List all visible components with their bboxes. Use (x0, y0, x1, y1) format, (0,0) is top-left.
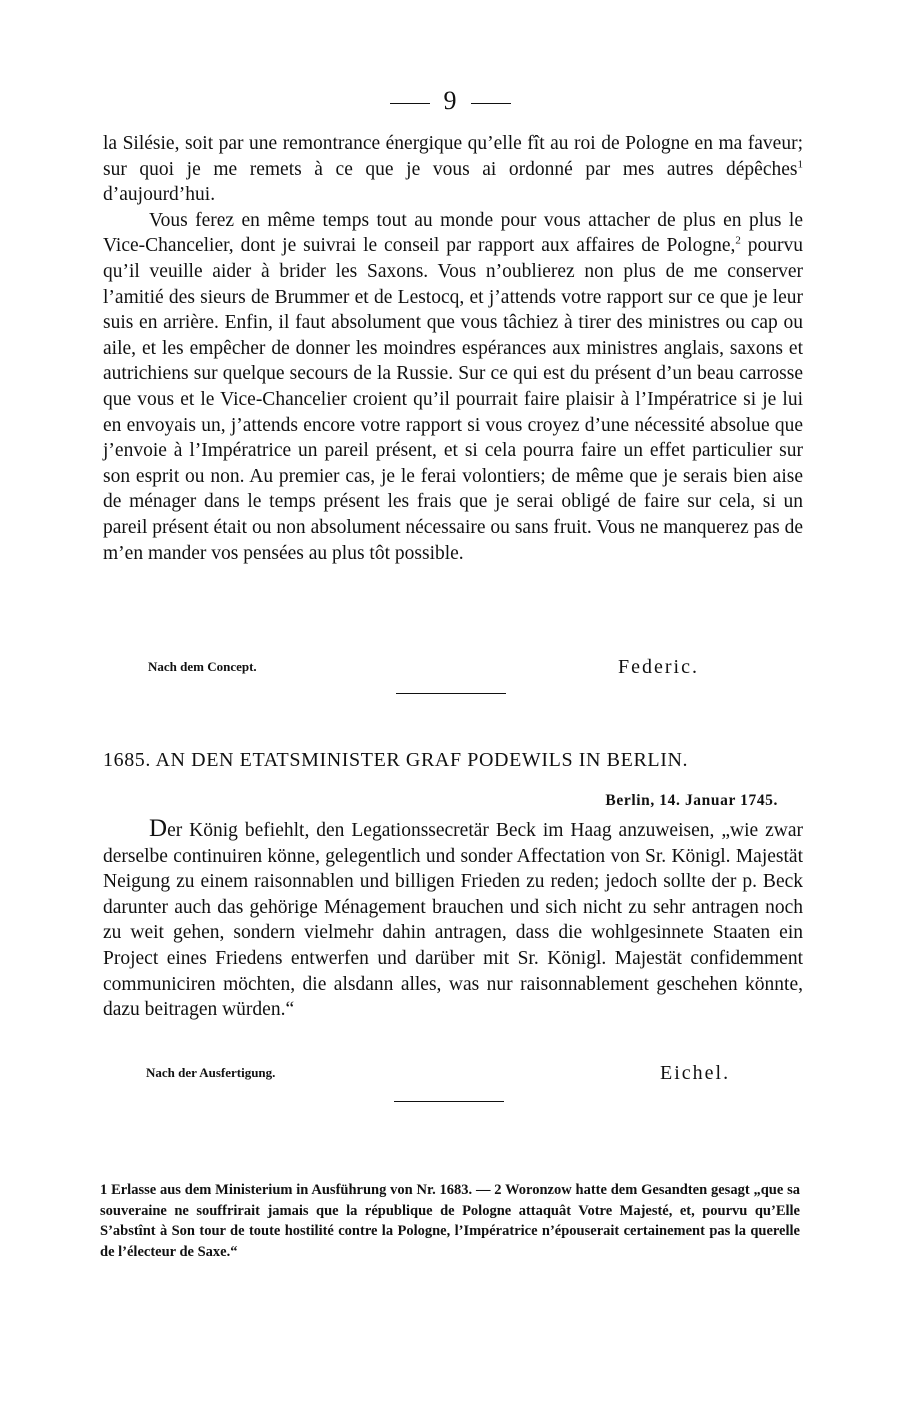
document-paragraph (103, 816, 803, 1023)
letter-paragraph-1 (103, 131, 803, 208)
document-source-row (146, 1062, 746, 1086)
letter-paragraph-1-tail: d’aujourd’hui. (103, 184, 216, 206)
letter-source-row (148, 656, 748, 680)
footnote-ref-1: 1 (797, 158, 803, 171)
letter-paragraph-1-text: la Silésie, soit par une remontrance énergique qu’elle fît au roi de Pologne en ma faveur; sur quoi je me remets à ce que je vous ai ordonné par mes autres dépêches (103, 133, 803, 180)
page-header (0, 86, 900, 116)
header-dash-right (471, 103, 511, 104)
document-signature: Eichel. (660, 1062, 731, 1084)
section-divider-1 (396, 693, 506, 694)
drop-capital: D (149, 815, 168, 842)
document-dateline: Berlin, 14. Januar 1745. (605, 792, 778, 809)
section-divider-2 (394, 1101, 504, 1102)
page-number: 9 (443, 86, 457, 115)
letter-continuation (103, 131, 803, 566)
document-body (103, 816, 803, 1023)
letter-paragraph-2-text: Vous ferez en même temps tout au monde pour vous attacher de plus en plus le Vice-Chancelier, dont je suivrai le conseil par rapport aux affaires de Pologne, (103, 209, 803, 257)
header-dash-left (390, 103, 430, 104)
letter-source-note: Nach dem Concept. (148, 659, 257, 674)
document-heading: 1685. AN DEN ETATSMINISTER GRAF PODEWILS IN BERLIN. (103, 749, 689, 771)
footnote-ref-2: 2 (735, 234, 741, 247)
letter-paragraph-2 (103, 208, 803, 566)
document-paragraph-text: er König befiehlt, den Legationssecretär Beck im Haag anzuweisen, „wie zwar derselbe continuiren könne, gelegentlich und sonder Affectation von Sr. Königl. Majestät Neigung zu einem raisonnablen und billigen Frieden zu reden; jedoch sollte der p. Beck darunter auch das gehörige Ménagement brauchen und sich nicht zu sehr antragen noch zu weit gehen, sondern vielmehr dahin antragen, dass die wohlgesinnete Staaten ein Project eines Friedens entwerfen und darüber mit Sr. Königl. Majestät confidemment communiciren möchten, die alsdann alles, was nur raisonnablement geschehen könnte, dazu beitragen würden.“ (103, 820, 803, 1021)
letter-signature: Federic. (618, 656, 699, 678)
footnotes-text: 1 Erlasse aus dem Ministerium in Ausführung von Nr. 1683. — 2 Woronzow hatte dem Gesandten gesagt „que sa souveraine ne souffrirait jamais que la république de Pologne attaquât Votre Majesté, et, pourvu qu’Elle S’abstînt à Son tour de toute hostilité contre la Pologne, l’Impératrice n’épouserait certainement pas la querelle de l’électeur de Saxe.“ (100, 1182, 800, 1260)
document-source-note: Nach der Ausfertigung. (146, 1065, 276, 1080)
letter-paragraph-2-tail: pourvu qu’il veuille aider à brider les Saxons. Vous n’oublierez non plus de me conserver l’amitié des sieurs de Brummer et de Lestocq, et j’attends votre rapport sur ce que je leur suis en arrière. Enfin, il faut absolument que vous tâchiez à tirer des ministres ou cap ou aile, et les empêcher de donner les moindres espérances aux ministres anglais, saxons et autrichiens sur quelque secours de la Russie. Sur ce qui est du présent d’un beau carrosse que vous et le Vice-Chancelier croient qu’il pourrait faire plaisir à l’Impératrice si je lui en envoyais un, j’attends encore votre rapport si vous croyez d’une nécessité absolue que j’envoie à l’Impératrice un pareil présent, et si cela pourra faire un effet particulier sur son esprit ou non. Au premier cas, je le ferai volontiers; de même que je serais bien aise de ménager dans le temps présent les frais que je serai obligé de faire sur cela, si un pareil présent était ou non absolument nécessaire ou sans fruit. Vous ne manquerez pas de m’en mander vos pensées au plus tôt possible. (103, 235, 804, 564)
footnotes (100, 1180, 800, 1262)
